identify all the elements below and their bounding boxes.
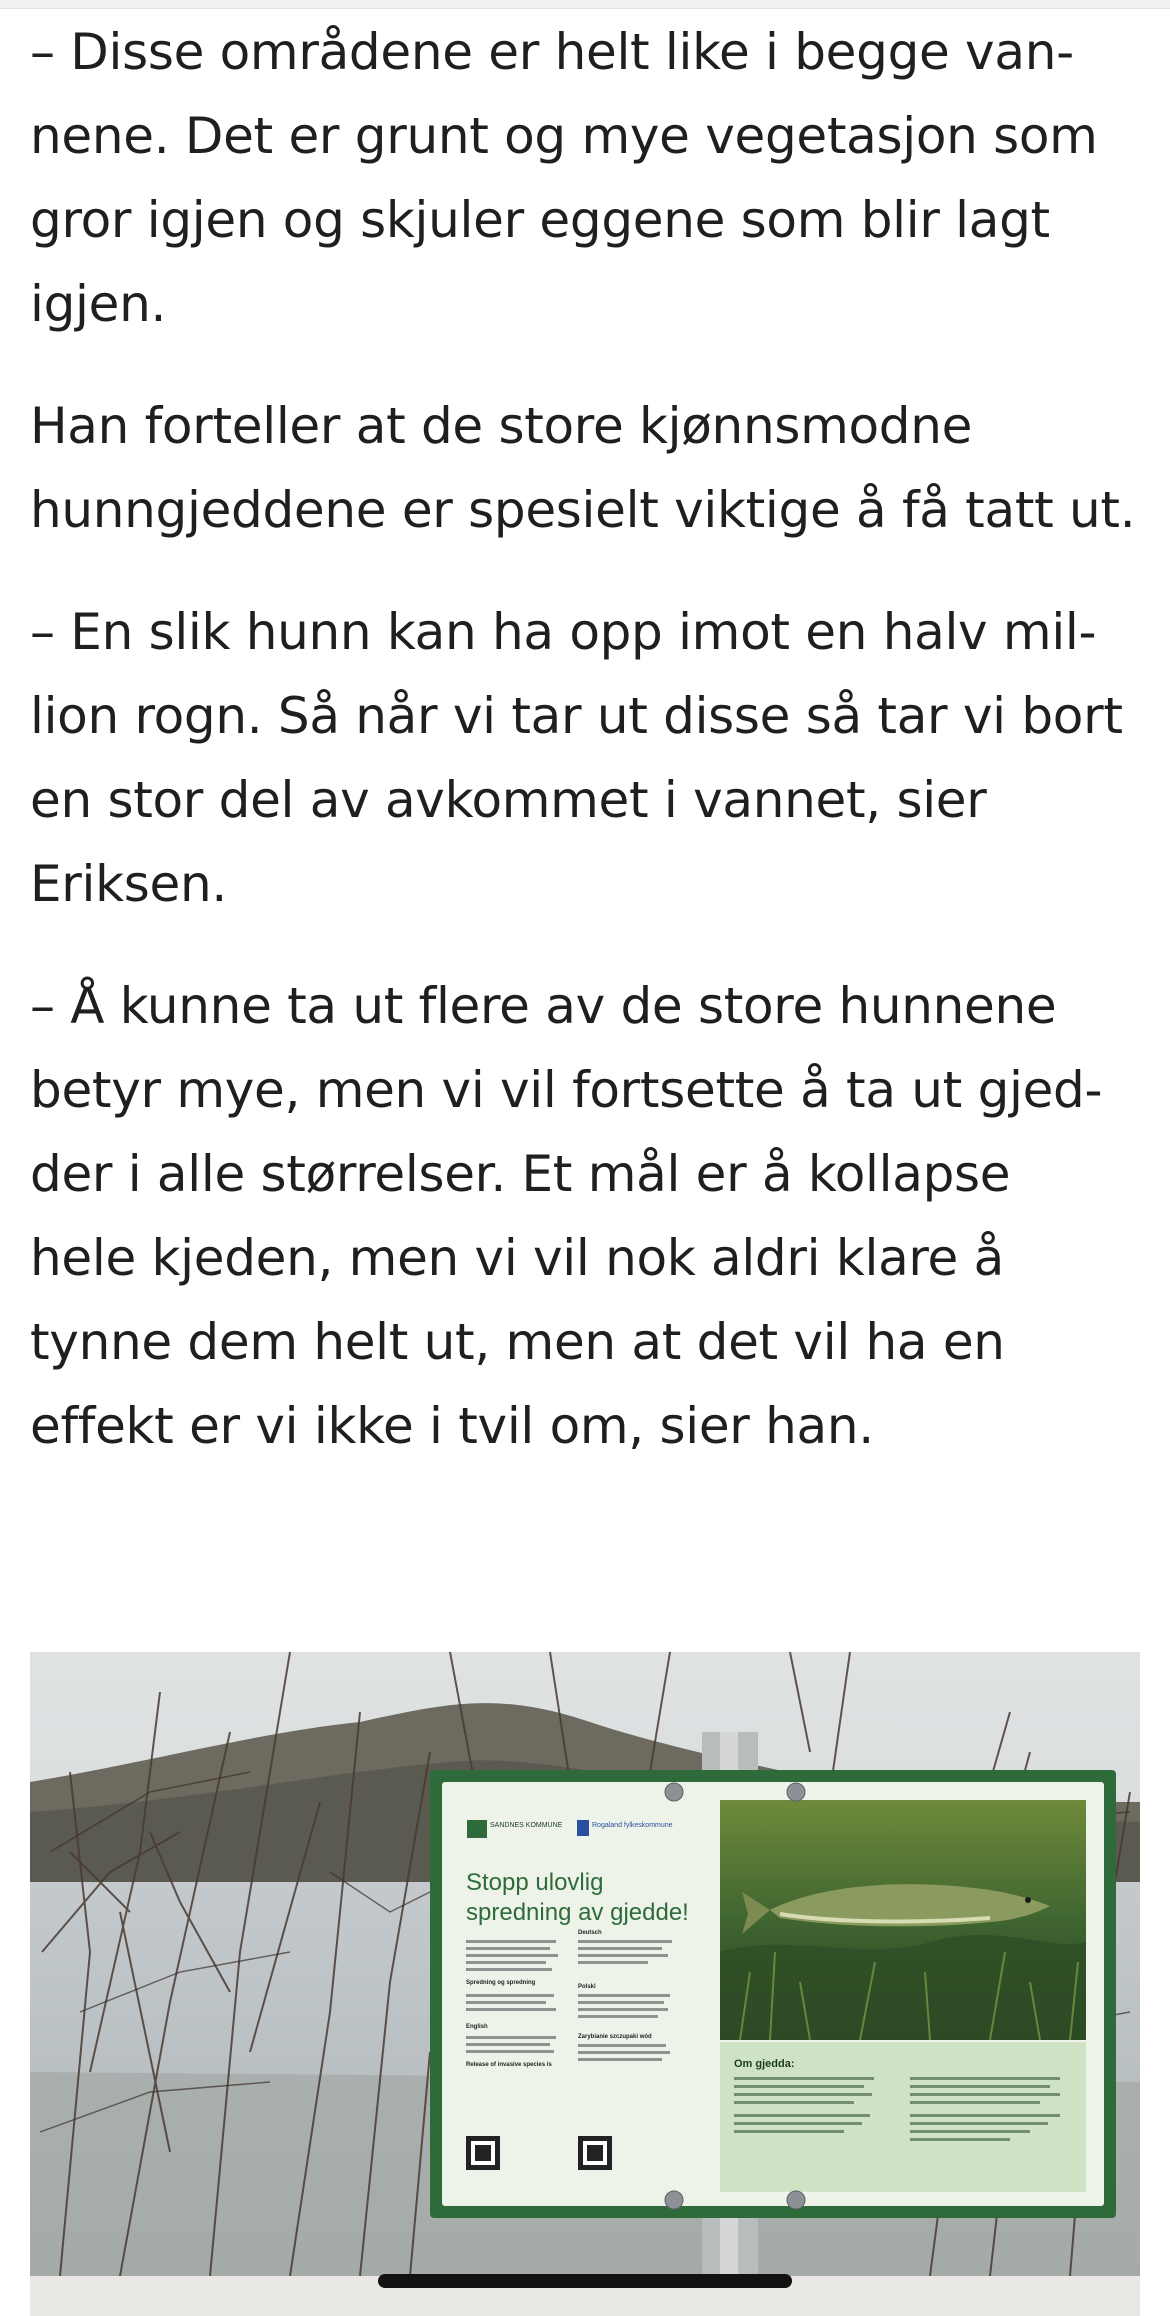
top-divider bbox=[0, 0, 1170, 9]
article-paragraph: – En slik hunn kan ha opp imot en halv mil- lion rogn. Så når vi tar ut disse så tar vi bort en stor del av avkommet i vannet, sier Eriksen. bbox=[30, 603, 1123, 913]
sign-title-line2: spredning av gjedde! bbox=[466, 1899, 689, 1926]
article-photo[interactable] bbox=[30, 1652, 1140, 2276]
sign-col2-heading: Deutsch bbox=[578, 1930, 602, 1936]
sign-logo-right: Rogaland fylkeskommune bbox=[592, 1822, 673, 1829]
article-body bbox=[30, 10, 1140, 1506]
sign-col1-heading: Release of invasive species is bbox=[466, 2062, 552, 2068]
home-indicator[interactable] bbox=[378, 2274, 792, 2288]
sign-title-line1: Stopp ulovlig bbox=[466, 1869, 604, 1896]
article-paragraph: – Å kunne ta ut flere av de store hunnene betyr mye, men vi vil fortsette å ta ut gjed- der i alle størrelser. Et mål er å kollapse hele kjeden, men vi vil nok aldri klare å tynne dem helt ut, men at det vil ha en effekt er vi ikke i tvil om, sier han. bbox=[30, 977, 1103, 1455]
sign-logo-left: SANDNES KOMMUNE bbox=[490, 1822, 563, 1829]
sign-col2-heading: Zarybianie szczupaki wód bbox=[578, 2034, 652, 2040]
article-paragraph: – Disse områdene er helt like i begge van- nene. Det er grunt og mye vegetasjon som gror igjen og skjuler eggene som blir lagt igjen. bbox=[30, 23, 1098, 333]
sign-col1-heading: Spredning og spredning bbox=[466, 1980, 536, 1986]
sign-col2-heading: Polski bbox=[578, 1984, 596, 1990]
article-paragraph: Han forteller at de store kjønnsmodne hunngjeddene er spesielt viktige å få tatt ut. bbox=[30, 397, 1136, 539]
sign-om-gjedda: Om gjedda: bbox=[734, 2058, 795, 2070]
sign-col1-heading: English bbox=[466, 2024, 488, 2030]
